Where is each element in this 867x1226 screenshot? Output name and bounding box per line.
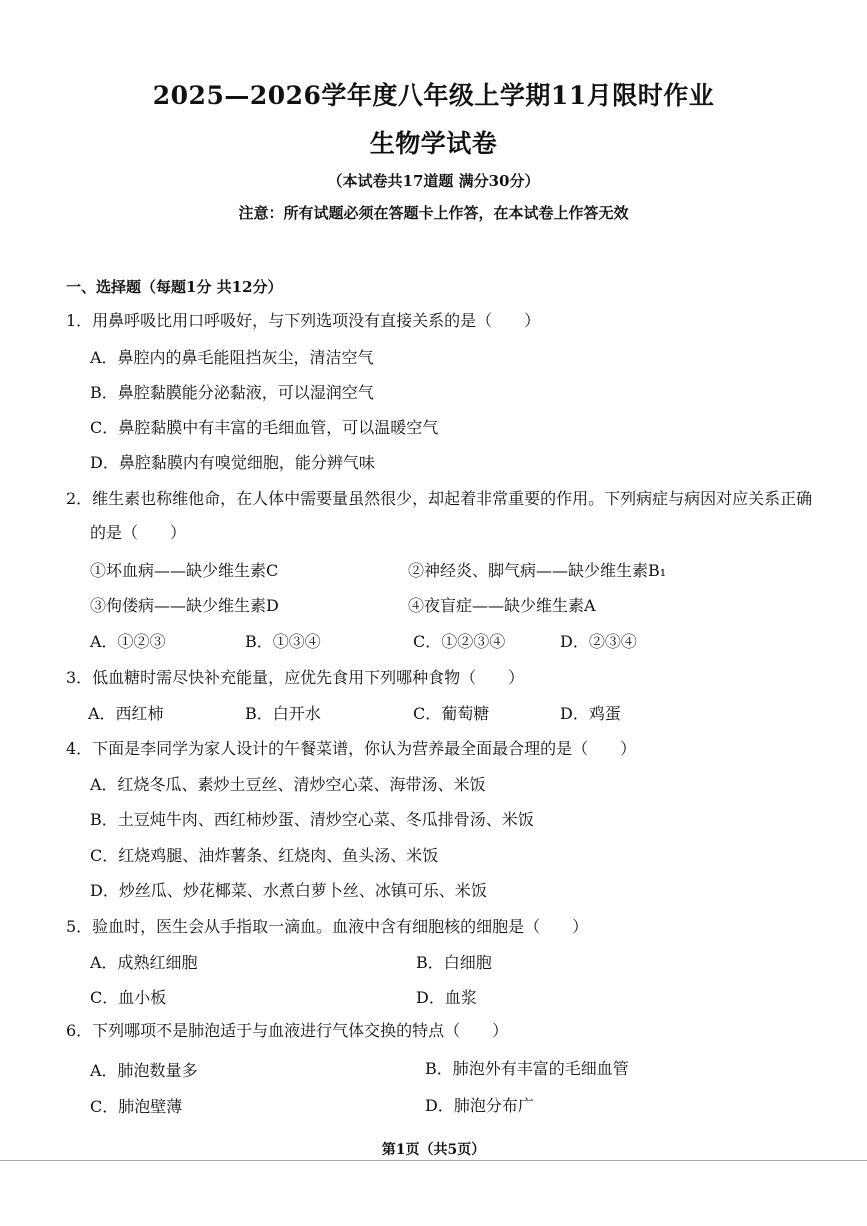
- question-4-option-d: D．炒丝瓜、炒花椰菜、水煮白萝卜丝、冰镇可乐、米饭: [90, 881, 487, 900]
- question-2-option-d: D．②③④: [560, 632, 637, 651]
- question-2-stem-line1: 2．维生素也称维他命，在人体中需要量虽然很少，却起着非常重要的作用。下列病症与病因对应关系正确: [66, 489, 813, 508]
- question-6-stem: 6．下列哪项不是肺泡适于与血液进行气体交换的特点（ ）: [66, 1021, 509, 1040]
- question-3-option-a: A．西红柿: [88, 704, 164, 723]
- question-1-option-d: D．鼻腔黏膜内有嗅觉细胞，能分辨气味: [90, 453, 375, 472]
- question-3-option-b: B．白开水: [245, 704, 321, 723]
- question-2-item-4: ④夜盲症——缺少维生素A: [408, 596, 596, 615]
- question-3-option-d: D．鸡蛋: [560, 704, 621, 723]
- question-5-option-c: C．血小板: [90, 988, 167, 1007]
- question-2-item-1: ①坏血病——缺少维生素C: [90, 561, 279, 580]
- exam-subject: 生物学试卷: [369, 129, 498, 158]
- question-4-option-a: A．红烧冬瓜、素炒土豆丝、清炒空心菜、海带汤、米饭: [90, 775, 486, 794]
- question-1-stem: 1．用鼻呼吸比用口呼吸好，与下列选项没有直接关系的是（ ）: [66, 311, 541, 330]
- page-number: 第1页（共5页）: [381, 1142, 486, 1158]
- question-5-stem: 5．验血时，医生会从手指取一滴血。血液中含有细胞核的细胞是（ ）: [66, 917, 589, 936]
- question-6-option-d: D．肺泡分布广: [425, 1096, 534, 1115]
- question-2-stem-line2: 的是（ ）: [90, 523, 187, 542]
- question-6-option-b: B．肺泡外有丰富的毛细血管: [425, 1059, 629, 1078]
- exam-notice: 注意：所有试题必须在答题卡上作答，在本试卷上作答无效: [238, 204, 629, 222]
- question-1-option-c: C．鼻腔黏膜中有丰富的毛细血管，可以温暖空气: [90, 418, 439, 437]
- question-2-option-a: A．①②③: [90, 632, 166, 651]
- question-2-option-b: B．①③④: [245, 632, 321, 651]
- question-5-option-b: B．白细胞: [416, 953, 492, 972]
- question-3-option-c: C．葡萄糖: [413, 704, 490, 723]
- question-6-option-a: A．肺泡数量多: [90, 1061, 198, 1080]
- footer-divider: [0, 1160, 867, 1161]
- exam-info: （本试卷共17道题 满分30分）: [327, 172, 540, 190]
- exam-title: 2025—2026学年度八年级上学期11月限时作业: [152, 81, 715, 110]
- question-2-option-c: C．①②③④: [413, 632, 506, 651]
- question-3-stem: 3．低血糖时需尽快补充能量，应优先食用下列哪种食物（ ）: [66, 668, 525, 687]
- question-5-option-a: A．成熟红细胞: [90, 953, 198, 972]
- question-2-item-3: ③佝偻病——缺少维生素D: [90, 596, 279, 615]
- question-1-option-a: A．鼻腔内的鼻毛能阻挡灰尘，清洁空气: [90, 348, 374, 367]
- question-1-option-b: B．鼻腔黏膜能分泌黏液，可以湿润空气: [90, 383, 374, 402]
- question-5-option-d: D．血浆: [416, 988, 477, 1007]
- question-4-option-c: C．红烧鸡腿、油炸薯条、红烧肉、鱼头汤、米饭: [90, 846, 439, 865]
- question-4-option-b: B．土豆炖牛肉、西红柿炒蛋、清炒空心菜、冬瓜排骨汤、米饭: [90, 810, 534, 829]
- section-heading: 一、选择题（每题1分 共12分）: [66, 278, 283, 296]
- question-4-stem: 4．下面是李同学为家人设计的午餐菜谱，你认为营养最全面最合理的是（ ）: [66, 739, 637, 758]
- question-2-item-2: ②神经炎、脚气病——缺少维生素B₁: [408, 561, 667, 580]
- question-6-option-c: C．肺泡壁薄: [90, 1097, 183, 1116]
